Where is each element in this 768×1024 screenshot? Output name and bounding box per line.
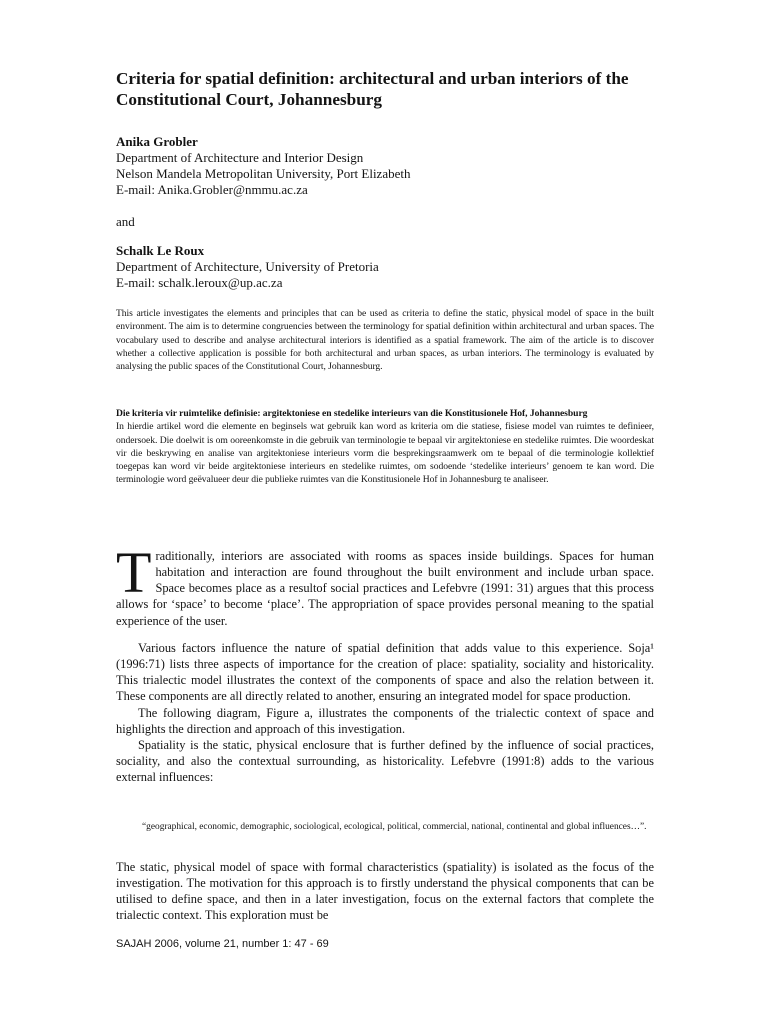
- journal-footer: SAJAH 2006, volume 21, number 1: 47 - 69: [116, 938, 329, 950]
- author-2-email: E-mail: schalk.leroux@up.ac.za: [116, 275, 283, 290]
- abstract-afrikaans-text: In hierdie artikel word die elemente en beginsels wat gebruik kan word as kriteria om die statiese, fisiese model van ruimtes te definieer, ondersoek. Die doelwit is om ooreenkomste in die gebruik van terminologie te bepaal vir argitektoniese en stedelike ruimtes. Die woordeskat vir die beskrywing en analise van argitektoniese interieurs vorm die besprekingsraamwerk om te bepaal of die terminologie kollektief toegepas kan word vir beide argitektoniese interieurs en stedelike ruimtes, om sodoende ‘stedelike interieurs’ genoem te kan word. Die terminologie word geëvalueer deur die publieke ruimtes van die Konstitusionele Hof in Johannesburg te analiseer.: [116, 421, 654, 486]
- abstract-afrikaans-title: Die kriteria vir ruimtelike definisie: argitektoniese en stedelike interieurs van die Konstitusionele Hof, Johannesburg: [116, 408, 588, 419]
- and-separator: and: [116, 214, 135, 229]
- author-2-name: Schalk Le Roux: [116, 243, 205, 258]
- paragraph-4: Spatiality is the static, physical enclosure that is further defined by the influence of social practices, sociality, and also the contextual surrounding, as historicality. Lefebvre (1991:8) adds to the various external influences:: [116, 737, 654, 785]
- author-2-department: Department of Architecture, University of Pretoria: [116, 259, 379, 274]
- author-1-department: Department of Architecture and Interior Design: [116, 150, 364, 165]
- paragraphs-2-4: [116, 640, 654, 785]
- paragraph-2: Various factors influence the nature of spatial definition that adds value to this experience. Soja¹ (1996:71) lists three aspects of importance for the creation of place: spatiality, sociality and historicality. This trialectic model illustrates the context of the components of space and also the relation between it. These components are all directly related to another, ensuring an integrated model for space production.: [116, 641, 654, 704]
- author-2: [116, 243, 656, 291]
- paragraph-1: [116, 540, 654, 629]
- abstract-afrikaans: [116, 407, 654, 487]
- abstract-english: This article investigates the elements and principles that can be used as criteria to define the static, physical model of space in the built environment. The aim is to determine congruencies between the terminology for spatial definition within architectural and urban spaces. The vocabulary used to describe and analyse architectural interiors is identified as a spatial framework. The aim of the article is to discover whether a collective application is possible for both architectural and urban spaces, as urban interiors. The terminology is evaluated by analysing the public spaces of the Constitutional Court, Johannesburg.: [116, 308, 654, 373]
- author-1-university: Nelson Mandela Metropolitan University, Port Elizabeth: [116, 166, 411, 181]
- paragraph-3: The following diagram, Figure a, illustrates the components of the trialectic context of space and highlights the direction and approach of this investigation.: [116, 705, 654, 736]
- article-title: Criteria for spatial definition: architectural and urban interiors of the Constitutional Court, Johannesburg: [116, 69, 629, 109]
- author-1-email: E-mail: Anika.Grobler@nmmu.ac.za: [116, 182, 308, 197]
- author-1: [116, 134, 656, 198]
- paragraph-1-text: raditionally, interiors are associated with rooms as spaces inside buildings. Spaces for human habitation and interaction are found throughout the built environment and include urban space. Space becomes place as a resultof social practices and Lefebvre (1991: 31) argues that this process allows for ‘space’ to become ‘place’. The appropriation of space provides personal meaning to the spatial experience of the user.: [116, 549, 654, 628]
- paragraph-5: The static, physical model of space with formal characteristics (spatiality) is isolated as the focus of the investigation. The motivation for this approach is to firstly understand the physical components that can be utilised to define space, and then in a later investigation, focus on the external factors that complete the trialectic context. This exploration must be: [116, 860, 654, 923]
- block-quote: “geographical, economic, demographic, sociological, ecological, political, commercial, national, continental and global influences…”.: [142, 822, 647, 832]
- author-1-name: Anika Grobler: [116, 134, 198, 149]
- drop-cap: T: [116, 540, 152, 605]
